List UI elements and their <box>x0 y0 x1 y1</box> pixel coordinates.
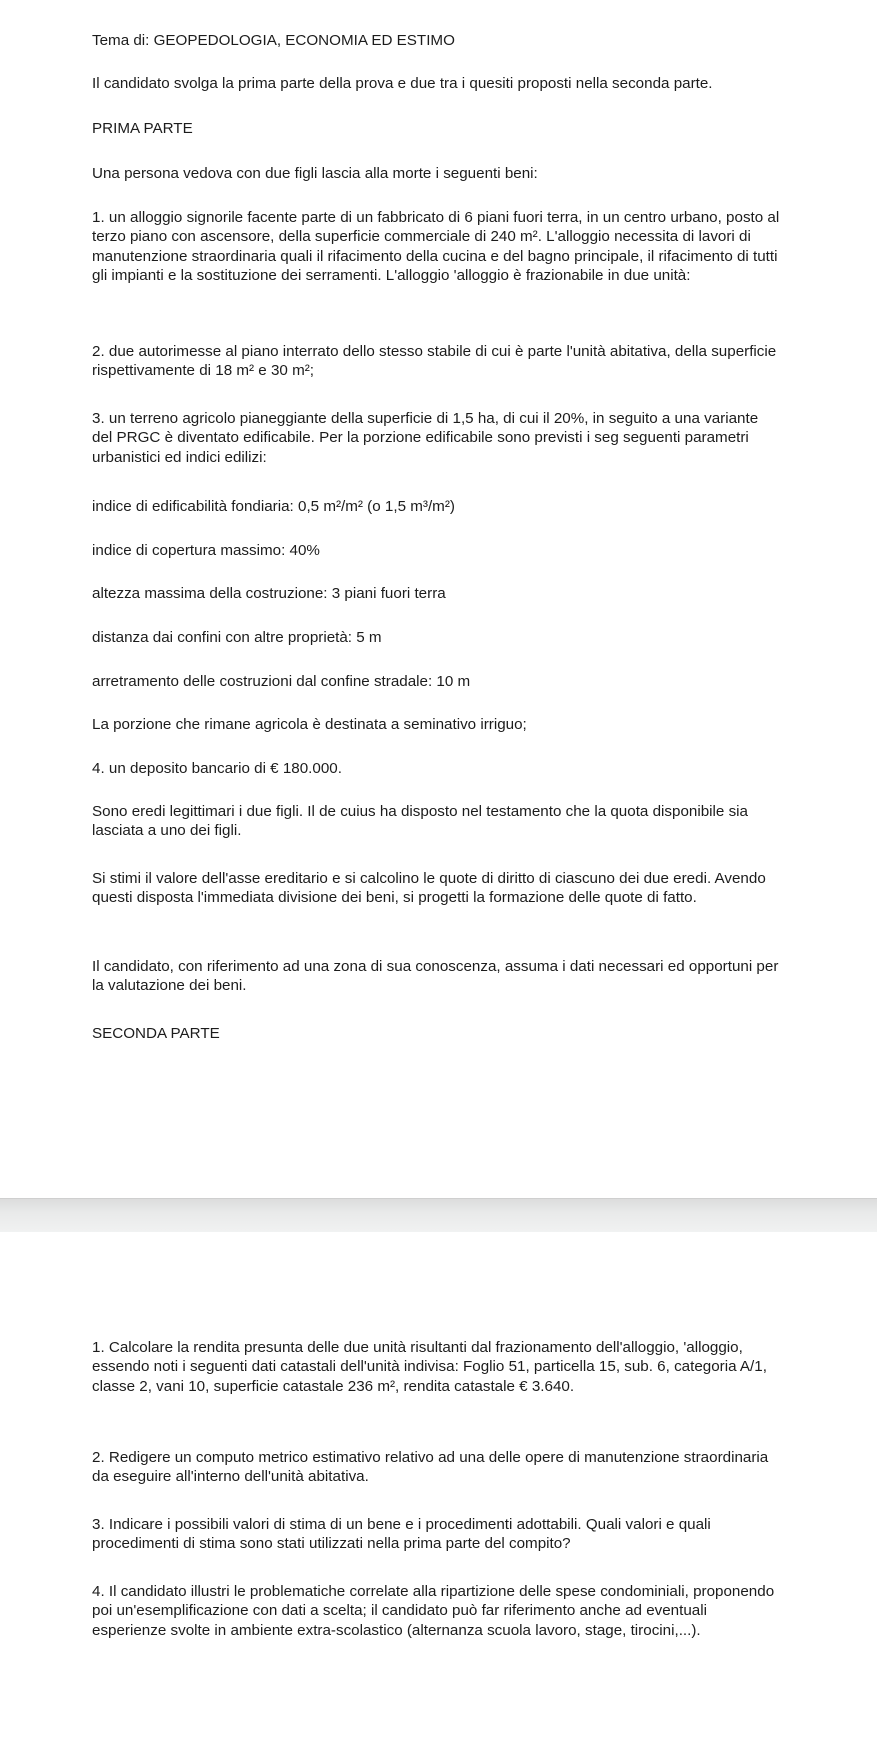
item-4-deposito: 4. un deposito bancario di € 180.000. <box>92 760 342 777</box>
page-separator <box>0 1198 877 1233</box>
dati-paragraph: Il candidato, con riferimento ad una zona di sua conoscenza, assuma i dati necessari ed opportuni per la valutazione dei beni. <box>92 958 779 995</box>
porzione-agricola: La porzione che rimane agricola è destinata a seminativo irriguo; <box>92 716 527 733</box>
eredi-paragraph: Sono eredi legittimari i due figli. Il de cuius ha disposto nel testamento che la quota disponibile sia lasciata a uno dei figli. <box>92 803 748 840</box>
param-edificabilita: indice di edificabilità fondiaria: 0,5 m²/m² (o 1,5 m³/m²) <box>92 498 455 515</box>
stima-paragraph: Si stimi il valore dell'asse ereditario e si calcolino le quote di diritto di ciascuno dei due eredi. Avendo questi disposta l'immediata divisione dei beni, si progetti la formazione delle quote di fatto. <box>92 870 766 907</box>
param-arretramento: arretramento delle costruzioni dal confine stradale: 10 m <box>92 673 471 690</box>
question-1: 1. Calcolare la rendita presunta delle due unità risultanti dal frazionamento dell'alloggio, 'alloggio, essendo noti i seguenti dati catastali dell'unità indivisa: Foglio 51, particella 15, sub. 6, categoria A/1, classe 2, vani 10, superficie catastale 236 m², rendita catastale € 3.640. <box>92 1339 767 1395</box>
intro-paragraph: Il candidato svolga la prima parte della prova e due tra i quesiti proposti nella seconda parte. <box>92 75 713 92</box>
seconda-parte-heading: SECONDA PARTE <box>92 1025 220 1042</box>
item-2-autorimesse: 2. due autorimesse al piano interrato dello stesso stabile di cui è parte l'unità abitativa, della superficie rispettivamente di 18 m² e 30 m²; <box>92 343 777 380</box>
exam-title: Tema di: GEOPEDOLOGIA, ECONOMIA ED ESTIMO <box>92 32 455 49</box>
param-distanza: distanza dai confini con altre proprietà: 5 m <box>92 629 382 646</box>
item-3-terreno: 3. un terreno agricolo pianeggiante della superficie di 1,5 ha, di cui il 20%, in seguito a una variante del PRGC è diventato edificabile. Per la porzione edificabile sono previsti i seg seguenti parametri urbanistici ed indici edilizi: <box>92 410 759 466</box>
document-page-2 <box>0 1232 877 1754</box>
question-4: 4. Il candidato illustri le problematiche correlate alla ripartizione delle spese condominiali, proponendo poi un'esemplificazione con dati a scelta; il candidato può far riferimento anche ad eventuali esperienze svolte in ambiente extra-scolastico (alternanza scuola lavoro, stage, tirocini,...). <box>92 1583 775 1639</box>
question-3: 3. Indicare i possibili valori di stima di un bene e i procedimenti adottabili. Quali valori e quali procedimenti di stima sono stati utilizzati nella prima parte del compito? <box>92 1516 711 1553</box>
prima-parte-heading: PRIMA PARTE <box>92 120 193 137</box>
question-2: 2. Redigere un computo metrico estimativo relativo ad una delle opere di manutenzione straordinaria da eseguire all'interno dell'unità abitativa. <box>92 1449 769 1486</box>
prima-parte-intro: Una persona vedova con due figli lascia alla morte i seguenti beni: <box>92 165 538 182</box>
param-altezza: altezza massima della costruzione: 3 piani fuori terra <box>92 585 446 602</box>
param-copertura: indice di copertura massimo: 40% <box>92 542 320 559</box>
item-1-alloggio: 1. un alloggio signorile facente parte di un fabbricato di 6 piani fuori terra, in un centro urbano, posto al terzo piano con ascensore, della superficie commerciale di 240 m². L'alloggio necessita di lavori di manutenzione straordinaria quali il rifacimento della cucina e del bagno principale, il rifacimento di tutti gli impianti e la sostituzione dei serramenti. L'alloggio 'alloggio è frazionabile in due unità: <box>92 209 780 285</box>
